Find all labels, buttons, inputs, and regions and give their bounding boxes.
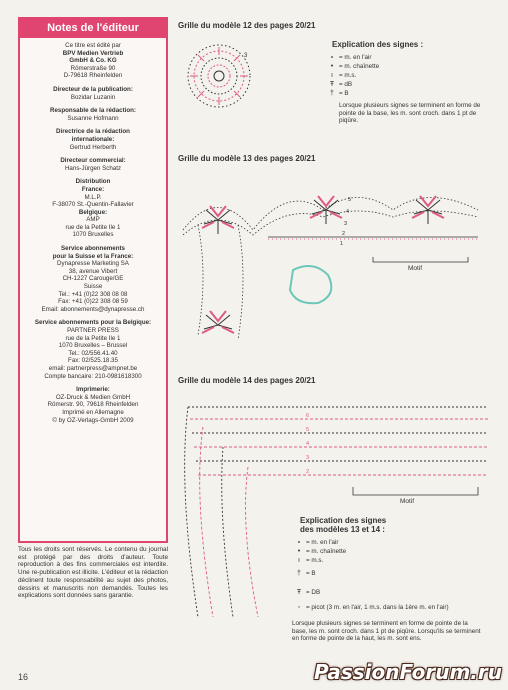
svg-text:3: 3 xyxy=(244,53,248,59)
belgique-line: 1070 Bruxelles xyxy=(72,231,114,239)
legend2-list xyxy=(292,538,482,643)
grid14-title: Grille du modèle 14 des pages 20/21 xyxy=(178,376,316,385)
grid14-row-number: 4 xyxy=(306,441,310,447)
intl-name: Gertrud Herberth xyxy=(69,143,117,151)
sub-ch-line: Email: abonnements@dynapresse.ch xyxy=(41,305,145,313)
sub-be-label: Service abonnements pour la Belgique: xyxy=(34,319,152,327)
grid14-row-number: 2 xyxy=(306,469,310,475)
legend2-title-line: Explication des signes xyxy=(300,516,387,525)
single-crochet-icon: ı xyxy=(298,557,300,564)
grid13-row-number: 1 xyxy=(340,241,344,247)
sub-be-line: PARTNER PRESS xyxy=(67,327,119,334)
legend1-text: = m. en l'air xyxy=(339,54,372,61)
publisher-line: GmbH & Co. KG xyxy=(69,57,117,65)
director-name: Bozidar Luzanin xyxy=(70,93,116,101)
printer-line: Römerstr. 90, 79618 Rheinfelden xyxy=(47,401,139,409)
distribution-label: France: xyxy=(81,185,105,193)
director-label: Directeur de la publication: xyxy=(53,85,133,93)
distribution-label: Distribution xyxy=(75,178,111,186)
commercial-label: Directeur commercial: xyxy=(60,157,126,165)
grid14-row-number: 3 xyxy=(306,455,310,461)
printer-line: OZ-Druck & Medien GmbH xyxy=(55,393,131,401)
sub-ch-line: Tel.: +41 (0)22 308 08 08 xyxy=(58,290,128,298)
legend2-note: Lorsque plusieurs signes se terminent en forme de pointe de la base, les m. sont croch. dans 1 pt de piqûre. Lorsqu'ils se terminent en forme de pointe de la haut, les m. sont ens. xyxy=(292,620,481,642)
printer-line: © by OZ-Verlags-GmbH 2009 xyxy=(52,416,134,424)
slip-stitch-icon: • xyxy=(297,548,301,555)
distribution-block xyxy=(23,178,163,239)
editor-notes-box xyxy=(18,17,168,543)
sub-be-line: Fax: 02/525.18.35 xyxy=(68,357,118,365)
legend2-text: = m.s. xyxy=(306,557,324,564)
legend2-title-line: des modèles 13 et 14 : xyxy=(300,525,385,534)
legend2-item xyxy=(292,569,482,578)
editor-label: Responsable de la rédaction: xyxy=(50,107,136,115)
sub-be-line: rue de la Petite Ile 1 xyxy=(65,334,121,342)
chain-stitch-icon: ∘ xyxy=(296,539,302,546)
grid12-title: Grille du modèle 12 des pages 20/21 xyxy=(178,21,316,30)
editor-block xyxy=(23,107,163,122)
legend2-title xyxy=(300,516,386,534)
legend1-item xyxy=(325,53,495,62)
distribution-line: F-38070 St.-Quentin-Fallavier xyxy=(52,201,134,209)
turquoise-marker xyxy=(290,266,331,303)
sub-be-line: Tel.: 02/556.41.40 xyxy=(68,349,118,357)
sub-be-line: 1070 Bruxelles – Brussel xyxy=(58,342,128,350)
legend1-text: = m. chaînette xyxy=(339,63,380,70)
picot-icon: ◦ xyxy=(297,604,301,611)
legend2-item xyxy=(292,547,482,556)
publisher-line: D-79618 Rheinfelden xyxy=(63,72,123,80)
grid12-diagram xyxy=(184,41,254,111)
grid14-row-number: 6 xyxy=(306,413,310,419)
sub-ch-label: Service abonnements xyxy=(61,245,125,253)
printer-label: Imprimerie: xyxy=(76,386,110,394)
sub-ch-line: Fax: +41 (0)22 308 08 59 xyxy=(58,298,128,306)
sub-ch-label: pour la Suisse et la France: xyxy=(52,252,134,260)
sub-ch-line: CH-1227 Carouge/GE xyxy=(62,275,124,283)
editor-notes-heading: Notes de l'éditeur xyxy=(20,19,166,38)
legend1-item xyxy=(325,89,495,98)
legend2-text: = picot (3 m. en l'air, 1 m.s. dans la 1ère m. en l'air) xyxy=(306,604,449,611)
double-treble-icon: Ŧ xyxy=(296,589,302,596)
legend1-text: = B xyxy=(339,90,349,97)
distribution-line: M.L.P. xyxy=(84,193,102,201)
intl-label: Directrice de la rédaction xyxy=(56,128,130,136)
legend1-list xyxy=(325,53,495,125)
grid13-row-number: 2 xyxy=(342,231,346,237)
printer-line: Imprimé en Allemagne xyxy=(62,408,124,416)
grid13-row-number: 4 xyxy=(346,209,350,215)
publisher-line: BPV Medien Vertrieb xyxy=(62,49,124,57)
legend1-item xyxy=(325,62,495,71)
editor-notes-body xyxy=(20,38,166,424)
intl-block xyxy=(23,128,163,151)
grid13-diagram xyxy=(178,165,488,365)
editor-name: Susanne Hofmann xyxy=(67,114,119,122)
publisher-line: Ce titre est édité par xyxy=(65,42,121,49)
legend1-title: Explication des signes : xyxy=(332,40,424,49)
printer-block xyxy=(23,386,163,424)
legend1-text: = m.s. xyxy=(339,72,357,79)
publisher-line: Römerstraße 90 xyxy=(70,64,116,72)
grid14-row-number: 5 xyxy=(306,427,310,433)
legend1-item xyxy=(325,71,495,80)
belgique-line: AMP xyxy=(86,216,100,224)
belgique-label: Belgique: xyxy=(78,208,108,216)
director-block xyxy=(23,86,163,101)
sub-ch-line: Dynapresse Marketing SA xyxy=(57,260,129,268)
rights-notice: Tous les droits sont réservés. Le contenu du journal est protégé par des droits d'auteur. Toute reproduction à des fins commerciales est interdite. Une re-publication est illicite. L'éditeur et la rédaction déclinent toute responsabilité au sujet des photos, dessins et manuscrits non demandés. Toutes les explications sont données sans garantie. xyxy=(18,546,168,600)
legend2-item xyxy=(292,603,482,612)
legend2-text: = DB xyxy=(306,589,321,596)
grid13-motif-label: Motif xyxy=(408,265,423,272)
sub-ch-block xyxy=(23,245,163,313)
legend2-item xyxy=(292,538,482,547)
publisher-block xyxy=(23,42,163,80)
legend1-item xyxy=(325,80,495,89)
site-watermark: PassionForum.ru xyxy=(313,660,502,684)
sub-ch-line: Suisse xyxy=(83,283,103,291)
belgique-line: rue de la Petite Ile 1 xyxy=(65,223,121,231)
slip-stitch-icon: • xyxy=(330,63,334,70)
sub-be-block xyxy=(23,319,163,380)
chain-stitch-icon: ∘ xyxy=(329,54,335,61)
legend1-note: Lorsque plusieurs signes se terminent en forme de pointe de la base, les m. sont croch. dans 1 pt de piqûre. xyxy=(339,102,481,124)
grid13-row-number: 5 xyxy=(348,197,352,203)
legend1-text: = dB xyxy=(339,81,353,88)
legend2-text: = m. en l'air xyxy=(306,539,339,546)
legend2-text: = B xyxy=(306,570,316,577)
treble-icon: † xyxy=(297,570,301,577)
sub-be-line: email: partnerpress@ampnet.be xyxy=(48,364,138,372)
commercial-block xyxy=(23,157,163,172)
legend2-item xyxy=(292,556,482,565)
commercial-name: Hans-Jürgen Schatz xyxy=(64,164,122,172)
grid14-motif-label: Motif xyxy=(400,498,415,505)
page-number: 16 xyxy=(18,672,29,682)
legend2-item xyxy=(292,588,482,597)
grid13-title: Grille du modèle 13 des pages 20/21 xyxy=(178,154,316,163)
sub-be-line: Compte bancaire: 210-0981618300 xyxy=(44,372,142,380)
single-crochet-icon: ı xyxy=(331,72,333,79)
grid13-row-number: 3 xyxy=(344,221,348,227)
intl-label: internationale: xyxy=(71,135,115,143)
treble-icon: † xyxy=(330,90,334,97)
legend2-text: = m. chaînette xyxy=(306,548,347,555)
sub-ch-line: 38, avenue Vibert xyxy=(68,267,118,275)
half-double-icon: Ŧ xyxy=(329,81,335,88)
